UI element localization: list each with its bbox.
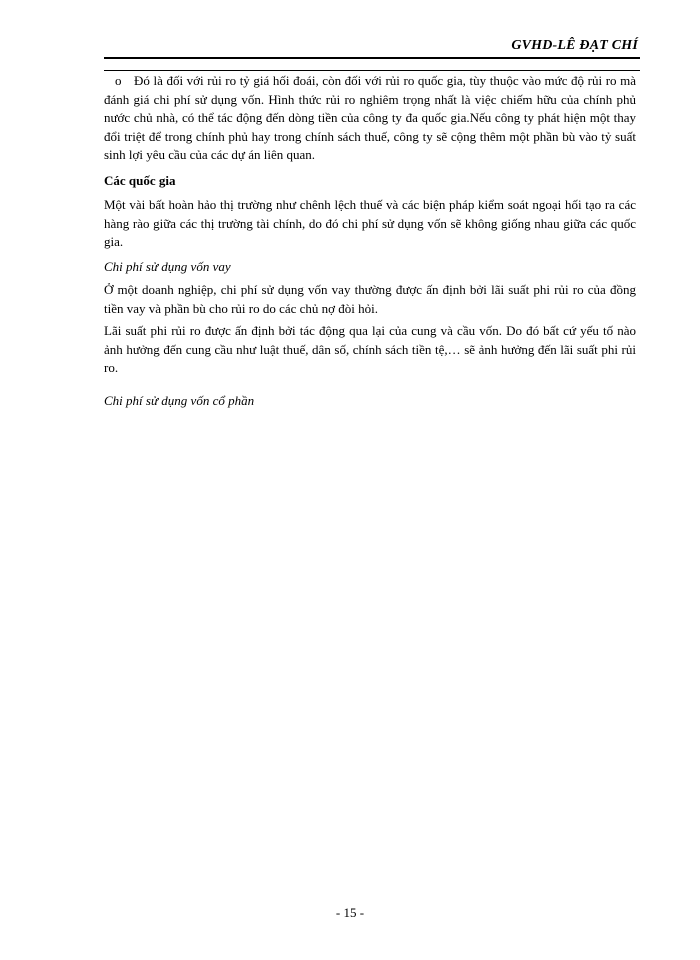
paragraph-debt-cost-2: Lãi suất phi rủi ro được ấn định bởi tác động qua lại của cung và cầu vốn. Do đó bất cứ yếu tố nào ảnh hưởng đến cung cầu như luật thuế, dân số, chính sách tiền tệ,… sẽ ảnh hưởng đến lãi suất phi rủi ro.	[104, 323, 636, 375]
bullet-marker: o	[115, 73, 122, 88]
section-heading-countries: Các quốc gia	[104, 172, 176, 188]
bullet-paragraph	[104, 72, 636, 165]
header-title: GVHD-LÊ ĐẠT CHÍ	[511, 38, 638, 53]
paragraph-debt-cost-1: Ở một doanh nghiệp, chi phí sử dụng vốn vay thường được ấn định bởi lãi suất phi rủi ro của đồng tiền vay và phần bù cho rủi ro do các chủ nợ đòi hỏi.	[104, 282, 636, 316]
paragraph-countries: Một vài bất hoàn hảo thị trường như chênh lệch thuế và các biện pháp kiểm soát ngoại hối tạo ra các hàng rào giữa các thị trường tài chính, do đó chi phí sử dụng vốn sẽ không giống nhau giữa các quốc gia.	[104, 197, 636, 249]
header-divider-thin	[104, 70, 640, 71]
section-heading-debt-cost: Chi phí sử dụng vốn vay	[104, 258, 231, 274]
section-heading-equity-cost: Chi phí sử dụng vốn cổ phần	[104, 392, 255, 408]
header-divider	[104, 57, 640, 59]
page-number: - 15 -	[335, 905, 365, 920]
page-body	[104, 72, 636, 415]
bullet-text: Đó là đối với rủi ro tỷ giá hối đoái, còn đối với rủi ro quốc gia, tùy thuộc vào mức độ rủi ro mà đánh giá chi phí sử dụng vốn. Hình thức rủi ro nghiêm trọng nhất là việc chiếm hữu của chính phủ nước chủ nhà, có thể tác động đến dòng tiền của công ty đa quốc gia.Nếu công ty phát hiện một thay đổi triệt để trong chính phủ hay trong chính sách thuế, công ty sẽ cộng thêm một phần bù vào tỷ suất sinh lợi yêu cầu của các dự án liên quan.	[104, 73, 636, 162]
